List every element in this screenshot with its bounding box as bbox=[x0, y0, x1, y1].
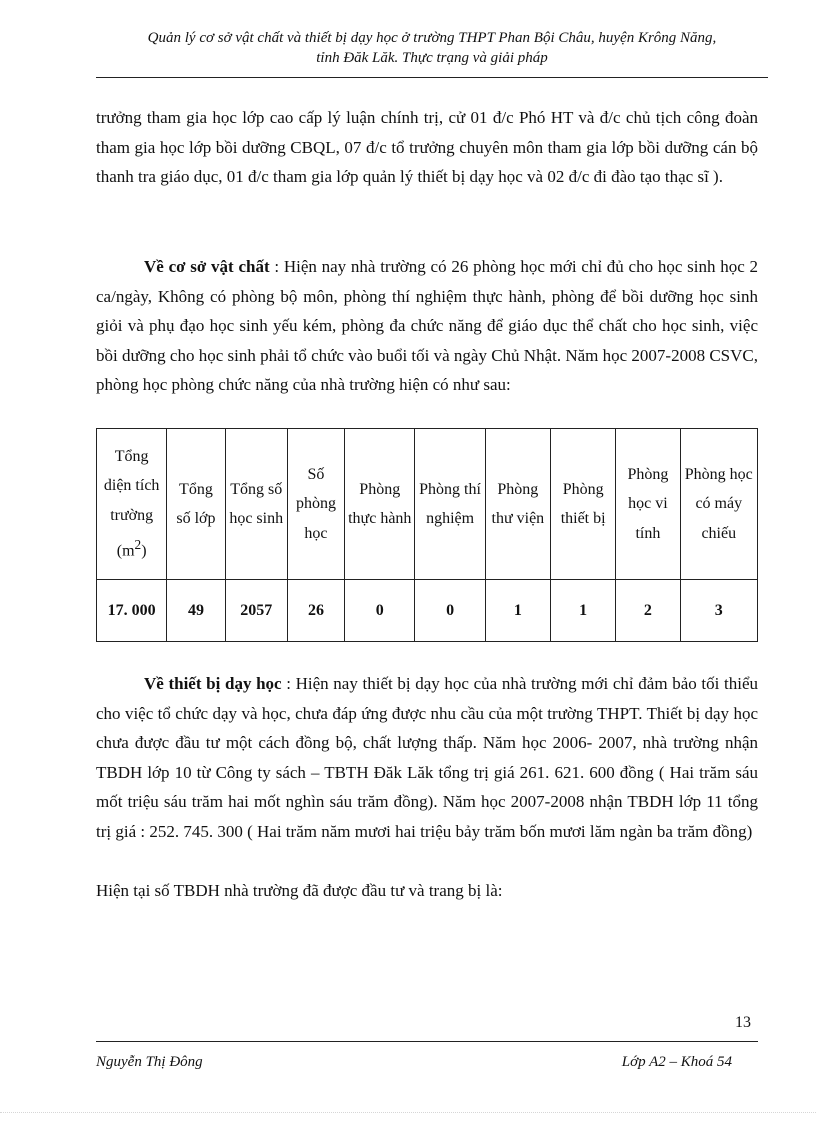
table-header-cell: Phòng thí nghiệm bbox=[415, 429, 485, 580]
table-header-row bbox=[97, 429, 758, 580]
facilities-heading: Về cơ sở vật chất bbox=[144, 257, 270, 276]
table-header-cell: Số phòng học bbox=[287, 429, 344, 580]
table-cell: 1 bbox=[551, 580, 616, 642]
paragraph-current-equipment: Hiện tại số TBDH nhà trường đã được đầu tư và trang bị là: bbox=[96, 881, 503, 900]
equipment-heading: Về thiết bị dạy học bbox=[144, 674, 282, 693]
table-cell: 26 bbox=[287, 580, 344, 642]
table-header-cell: Phòng thực hành bbox=[345, 429, 415, 580]
header-line-1: Quản lý cơ sở vật chất và thiết bị dạy học ở trường THPT Phan Bội Châu, huyện Krông Năng, bbox=[147, 30, 717, 46]
table-header-cell: Phòng thư viện bbox=[485, 429, 550, 580]
table-cell: 3 bbox=[680, 580, 757, 642]
footer-divider bbox=[96, 1041, 758, 1042]
table-header-cell: Tổng số lớp bbox=[167, 429, 225, 580]
running-header bbox=[96, 28, 768, 68]
paragraph-training: trưởng tham gia học lớp cao cấp lý luận chính trị, cử 01 đ/c Phó HT và đ/c chủ tịch công đoàn tham gia học lớp bồi dưỡng CBQL, 07 đ/c tổ trưởng chuyên môn tham gia lớp bồi dưỡng cán bộ thanh tra giáo dục, 01 đ/c tham gia lớp quản lý thiết bị dạy học và 02 đ/c đi đào tạo thạc sĩ ). bbox=[96, 108, 758, 186]
table-cell: 0 bbox=[345, 580, 415, 642]
paragraph-equipment bbox=[96, 669, 758, 846]
table-cell: 17. 000 bbox=[97, 580, 167, 642]
header-line-2: tỉnh Đăk Lăk. Thực trạng và giải pháp bbox=[316, 50, 548, 66]
equipment-body: : Hiện nay thiết bị dạy học của nhà trường mới chỉ đảm bảo tối thiểu cho việc tổ chức dạy và học, chưa đáp ứng được nhu cầu của một trường THPT. Thiết bị dạy học chưa được đầu tư một cách đồng bộ, chất lượng thấp. Năm học 2006- 2007, nhà trường nhận TBDH lớp 10 từ Công ty sách – TBTH Đăk Lăk tổng trị giá 261. 621. 600 đồng ( Hai trăm sáu mốt triệu sáu trăm hai mốt nghìn sáu trăm đồng). Năm học 2007-2008 nhận TBDH lớp 11 tổng trị giá : 252. 745. 300 ( Hai trăm năm mươi hai triệu bảy trăm bốn mươi lăm ngàn ba trăm đồng) bbox=[96, 674, 758, 841]
page-number: 13 bbox=[735, 1014, 751, 1031]
table-header-cell: Phòng thiết bị bbox=[551, 429, 616, 580]
table-header-cell: Phòng học vi tính bbox=[616, 429, 680, 580]
paragraph-facilities bbox=[96, 252, 758, 400]
page-edge-dots bbox=[0, 1112, 816, 1113]
table-header-cell: Phòng học có máy chiếu bbox=[680, 429, 757, 580]
table-cell: 49 bbox=[167, 580, 225, 642]
header-divider bbox=[96, 77, 768, 78]
table-cell: 2 bbox=[616, 580, 680, 642]
table-header-cell: Tổng diện tích trường $(m^2)$ bbox=[97, 429, 167, 580]
facilities-body: : Hiện nay nhà trường có 26 phòng học mới chỉ đủ cho học sinh học 2 ca/ngày, Không có phòng bộ môn, phòng thí nghiệm thực hành, phòng để bồi dưỡng học sinh giỏi và phụ đạo học sinh yếu kém, phòng đa chức năng để giáo dục thể chất cho học sinh, việc bồi dưỡng cho học sinh phải tổ chức vào buổi tối và ngày Chủ Nhật. Năm học 2007-2008 CSVC, phòng học phòng chức năng của nhà trường hiện có như sau: bbox=[96, 257, 759, 394]
table-cell: 0 bbox=[415, 580, 485, 642]
footer-class: Lớp A2 – Khoá 54 bbox=[621, 1054, 732, 1070]
table-cell: 1 bbox=[485, 580, 550, 642]
footer-author: Nguyễn Thị Đông bbox=[96, 1054, 203, 1070]
table-cell: 2057 bbox=[225, 580, 287, 642]
facilities-table bbox=[96, 428, 758, 642]
table-header-cell: Tổng số học sinh bbox=[225, 429, 287, 580]
table-value-row bbox=[97, 580, 758, 642]
